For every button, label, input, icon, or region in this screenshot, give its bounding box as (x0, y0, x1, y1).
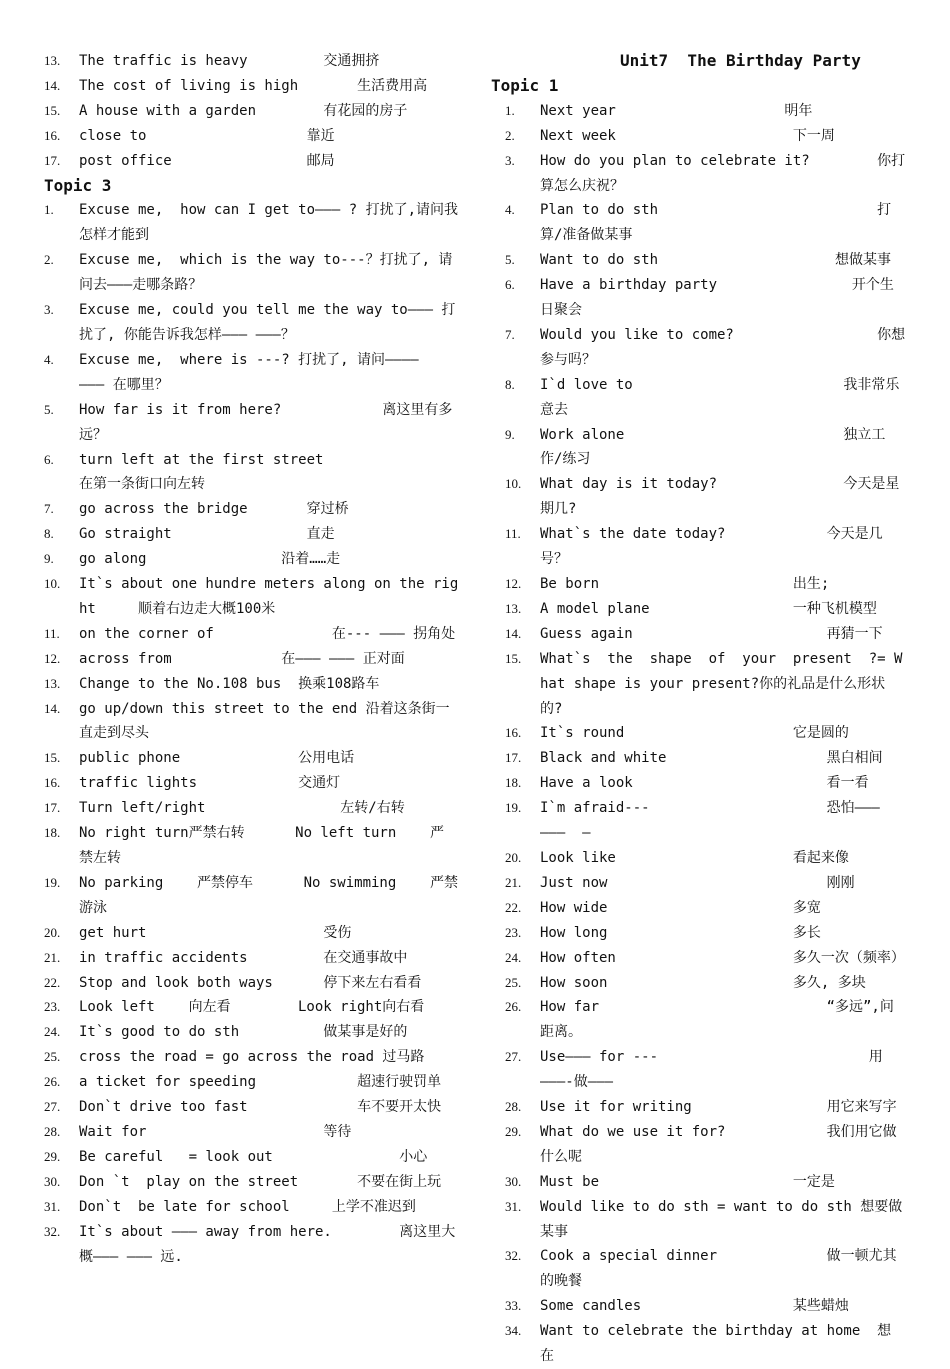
item-text: go across the bridge 穿过桥 (79, 501, 349, 518)
list-item (491, 647, 907, 722)
list-item (491, 1294, 907, 1319)
item-text: Go straight 直走 (79, 526, 335, 543)
list-item (491, 1095, 907, 1120)
list-item (491, 796, 907, 846)
list-item (44, 547, 460, 572)
item-text: turn left at the first street 在第一条街口向左转 (79, 451, 467, 493)
item-text: How far “多远”,问距离。 (540, 999, 894, 1041)
item-number: 13. (44, 53, 61, 68)
item-number: 29. (505, 1123, 522, 1139)
item-number: 17. (44, 800, 61, 816)
item-number: 20. (44, 924, 61, 940)
item-number: 32. (505, 1248, 522, 1264)
list-item (44, 1070, 460, 1095)
list-item (44, 522, 460, 547)
item-number: 31. (44, 1198, 61, 1214)
item-number: 13. (505, 600, 522, 616)
item-text: Turn left/right 左转/右转 (79, 800, 405, 817)
list-item (44, 771, 460, 796)
item-text: close to 靠近 (79, 127, 335, 144)
item-number: 19. (505, 800, 522, 816)
list-item (44, 1120, 460, 1145)
list-item (491, 572, 907, 597)
list-item (491, 124, 907, 149)
list-item (44, 1020, 460, 1045)
item-number: 21. (505, 874, 522, 890)
item-text: Don`t drive too fast 车不要开太快 (79, 1099, 442, 1116)
item-text: Next year 明年 (540, 102, 813, 119)
item-text: How do you plan to celebrate it? 你打算怎么庆祝？ (540, 152, 906, 194)
list-item (491, 1319, 907, 1369)
list-item (44, 647, 460, 672)
item-number: 3. (44, 302, 54, 318)
item-number: 17. (44, 152, 61, 168)
item-text: go up/down this street to the end 沿着这条街一直走到尽头 (79, 700, 450, 742)
item-text: How soon 多久, 多块 (540, 974, 866, 991)
list-item (44, 1195, 460, 1220)
item-text: Just now 刚刚 (540, 874, 855, 891)
list-item (44, 74, 460, 99)
item-number: 30. (505, 1173, 522, 1189)
item-number: 30. (44, 1173, 61, 1189)
item-text: A model plane 一种飞机模型 (540, 600, 877, 617)
list-item (491, 273, 907, 323)
list-item (491, 622, 907, 647)
list-item (491, 721, 907, 746)
list-item (491, 198, 907, 248)
item-text: Would you like to come? 你想参与吗？ (540, 326, 906, 368)
list-item (491, 1120, 907, 1170)
list-item (491, 149, 907, 199)
item-number: 9. (44, 551, 54, 567)
item-number: 22. (505, 899, 522, 915)
item-number: 26. (44, 1074, 61, 1090)
item-text: It`s about ——— away from here. 离这里大概——— ——— 远. (79, 1223, 456, 1265)
item-text: No parking 严禁停车 No swimming 严禁游泳 (79, 874, 459, 916)
item-number: 24. (505, 949, 522, 965)
item-text: post office 邮局 (79, 152, 335, 169)
list-item (44, 697, 460, 747)
item-number: 34. (505, 1323, 522, 1339)
item-text: Wait for 等待 (79, 1123, 352, 1140)
item-text: traffic lights 交通灯 (79, 775, 341, 792)
list-item (491, 1170, 907, 1195)
list-item (491, 846, 907, 871)
item-number: 14. (505, 625, 522, 641)
item-number: 4. (44, 351, 54, 367)
item-text: Use it for writing 用它来写字 (540, 1099, 897, 1116)
item-number: 16. (44, 127, 61, 143)
item-number: 19. (44, 874, 61, 890)
list-item (44, 871, 460, 921)
item-number: 18. (505, 775, 522, 791)
list-item (44, 1170, 460, 1195)
item-text: Cook a special dinner 做一顿尤其的晚餐 (540, 1248, 897, 1290)
list-item (44, 971, 460, 996)
item-text: Excuse me, where is ---? 打扰了, 请问———— ——— 在哪里？ (79, 351, 436, 393)
list-item (491, 971, 907, 996)
item-number: 8. (44, 526, 54, 542)
list-item (44, 995, 460, 1020)
item-text: How long 多长 (540, 924, 821, 941)
item-text: No right turn严禁右转 No left turn 严 禁左转 (79, 825, 453, 866)
item-number: 1. (44, 202, 54, 218)
list-item (44, 448, 467, 498)
item-text: on the corner of 在--- ——— 拐角处 (79, 625, 456, 642)
item-number: 23. (505, 924, 522, 940)
item-text: The traffic is heavy 交通拥挤 (79, 53, 380, 69)
item-text: Stop and look both ways 停下来左右看看 (79, 974, 422, 991)
list-item (44, 796, 460, 821)
list-item (44, 298, 460, 348)
list-item (44, 622, 460, 647)
item-number: 15. (44, 750, 61, 766)
item-text: get hurt 受伤 (79, 924, 352, 941)
item-number: 18. (44, 825, 61, 841)
item-text: What do we use it for? 我们用它做什么呢 (540, 1123, 897, 1165)
item-text: A house with a garden 有花园的房子 (79, 102, 408, 119)
unit-title: Unit7 The Birthday Party (620, 51, 861, 70)
item-number: 17. (505, 750, 522, 766)
list-item (491, 746, 907, 771)
item-number: 15. (44, 102, 61, 118)
list-item (44, 946, 460, 971)
item-text: What`s the shape of your present ?= What shape is your present?你的礼品是什么形状的? (540, 650, 903, 717)
item-text: Black and white 黑白相间 (540, 750, 883, 767)
item-number: 26. (505, 999, 522, 1015)
list-item (44, 348, 460, 398)
item-number: 7. (505, 326, 515, 342)
item-text: It`s about one hundre meters along on the right 顺着右边走大概100米 (79, 576, 459, 617)
list-item (491, 1195, 907, 1245)
list-item (491, 472, 907, 522)
item-text: Look like 看起来像 (540, 849, 849, 866)
left-column (44, 49, 467, 1269)
list-item (491, 597, 907, 622)
item-text: in traffic accidents 在交通事故中 (79, 949, 408, 966)
list-item (44, 921, 460, 946)
item-text: cross the road = go across the road 过马路 (79, 1049, 425, 1066)
list-item (44, 1095, 460, 1120)
item-number: 16. (505, 725, 522, 741)
item-number: 8. (505, 376, 515, 392)
item-number: 2. (505, 127, 515, 143)
item-number: 6. (44, 451, 54, 467)
list-item (44, 99, 460, 124)
item-number: 20. (505, 849, 522, 865)
item-number: 14. (44, 77, 61, 93)
item-text: Next week 下一周 (540, 127, 835, 144)
item-number: 23. (44, 999, 61, 1015)
item-text: Have a birthday party 开个生日聚会 (540, 277, 894, 319)
item-number: 25. (505, 974, 522, 990)
item-text: Don`t be late for school 上学不准迟到 (79, 1198, 416, 1215)
list-item (44, 398, 460, 448)
list-item (44, 497, 460, 522)
list-item (44, 821, 460, 871)
item-text: I`d love to 我非常乐意去 (540, 376, 900, 418)
list-item (491, 995, 907, 1045)
item-number: 11. (505, 526, 521, 542)
list-item (44, 1220, 460, 1270)
item-text: How far is it from here? 离这里有多远？ (79, 401, 453, 443)
item-number: 4. (505, 202, 515, 218)
list-item (44, 198, 460, 248)
item-number: 12. (44, 650, 61, 666)
item-number: 31. (505, 1198, 522, 1214)
item-number: 28. (505, 1099, 522, 1115)
list-item (44, 248, 460, 298)
list-item (491, 522, 907, 572)
item-number: 22. (44, 974, 61, 990)
item-text: a ticket for speeding 超速行驶罚单 (79, 1074, 442, 1091)
list-item (491, 896, 907, 921)
item-number: 12. (505, 576, 522, 592)
item-text: How often 多久一次（频率） (540, 949, 905, 966)
item-number: 33. (505, 1298, 522, 1314)
item-text: Guess again 再猜一下 (540, 625, 883, 642)
item-number: 27. (505, 1049, 522, 1065)
item-number: 25. (44, 1049, 61, 1065)
item-text: It`s good to do sth 做某事是好的 (79, 1024, 408, 1041)
item-number: 11. (44, 625, 60, 641)
list-item (44, 746, 460, 771)
list-item (491, 921, 907, 946)
item-text: The cost of living is high 生活费用高 (79, 77, 428, 94)
item-text: What`s the date today? 今天是几号？ (540, 526, 883, 568)
list-item (44, 1045, 460, 1070)
item-number: 10. (44, 576, 61, 592)
item-text: Excuse me, how can I get to——— ? 打扰了,请问我怎样才能到 (79, 202, 459, 244)
item-text: Work alone 独立工作/练习 (540, 426, 886, 468)
item-number: 5. (44, 401, 54, 417)
item-text: Don `t play on the street 不要在街上玩 (79, 1173, 442, 1190)
item-text: What day is it today? 今天是星期几? (540, 476, 900, 518)
list-item (44, 149, 460, 174)
item-text: I`m afraid--- 恐怕——— ——— — (540, 800, 889, 842)
list-item (491, 99, 907, 124)
item-text: Some candles 某些蜡烛 (540, 1298, 849, 1315)
item-number: 21. (44, 949, 61, 965)
list-item (44, 124, 460, 149)
item-number: 16. (44, 775, 61, 791)
item-number: 3. (505, 152, 515, 168)
topic-heading: Topic 3 (44, 175, 112, 195)
item-text: It`s round 它是圆的 (540, 725, 849, 742)
item-text: Want to celebrate the birthday at home 想 在 (540, 1323, 900, 1365)
item-number: 27. (44, 1099, 61, 1115)
item-number: 6. (505, 277, 515, 293)
item-text: public phone 公用电话 (79, 750, 355, 767)
list-item (491, 1244, 907, 1294)
item-number: 24. (44, 1024, 61, 1040)
item-number: 15. (505, 650, 522, 666)
item-text: Plan to do sth 打算/准备做某事 (540, 202, 892, 244)
list-item (491, 1045, 907, 1095)
item-text: Must be 一定是 (540, 1173, 835, 1190)
list-item (44, 49, 460, 74)
item-number: 14. (44, 700, 61, 716)
list-item (44, 1145, 460, 1170)
item-text: Have a look 看一看 (540, 775, 869, 792)
item-number: 5. (505, 252, 515, 268)
list-item (44, 672, 460, 697)
item-number: 2. (44, 252, 54, 268)
item-text: across from 在——— ——— 正对面 (79, 650, 405, 667)
list-item (491, 248, 907, 273)
item-text: Excuse me, could you tell me the way to——— 打扰了, 你能告诉我怎样——— ———？ (79, 302, 456, 343)
list-item (44, 572, 460, 622)
item-number: 29. (44, 1148, 61, 1164)
item-number: 32. (44, 1223, 61, 1239)
item-text: Be careful = look out 小心 (79, 1148, 428, 1165)
list-item (491, 423, 907, 473)
item-text: Want to do sth 想做某事 (540, 252, 892, 269)
item-number: 7. (44, 501, 54, 517)
item-text: Be born 出生; (540, 576, 830, 593)
item-number: 9. (505, 426, 515, 442)
item-text: Use——— for --- 用———-做——— (540, 1049, 883, 1091)
item-text: Excuse me, which is the way to---？打扰了, 请问去———走哪条路？ (79, 252, 453, 294)
list-item (491, 373, 907, 423)
item-text: Would like to do sth = want to do sth 想要做某事 (540, 1198, 903, 1240)
list-item (491, 771, 907, 796)
list-item (491, 323, 907, 373)
right-column (491, 74, 907, 1369)
item-text: Change to the No.108 bus 换乘108路车 (79, 675, 380, 692)
item-text: How wide 多宽 (540, 899, 821, 916)
item-number: 13. (44, 675, 61, 691)
list-item (491, 946, 907, 971)
topic-heading: Topic 1 (491, 75, 559, 95)
item-number: 28. (44, 1123, 61, 1139)
list-item (491, 871, 907, 896)
item-number: 10. (505, 476, 522, 492)
item-text: go along 沿着……走 (79, 551, 341, 568)
item-text: Look left 向左看 Look right向右看 (79, 999, 425, 1016)
item-number: 1. (505, 102, 515, 118)
